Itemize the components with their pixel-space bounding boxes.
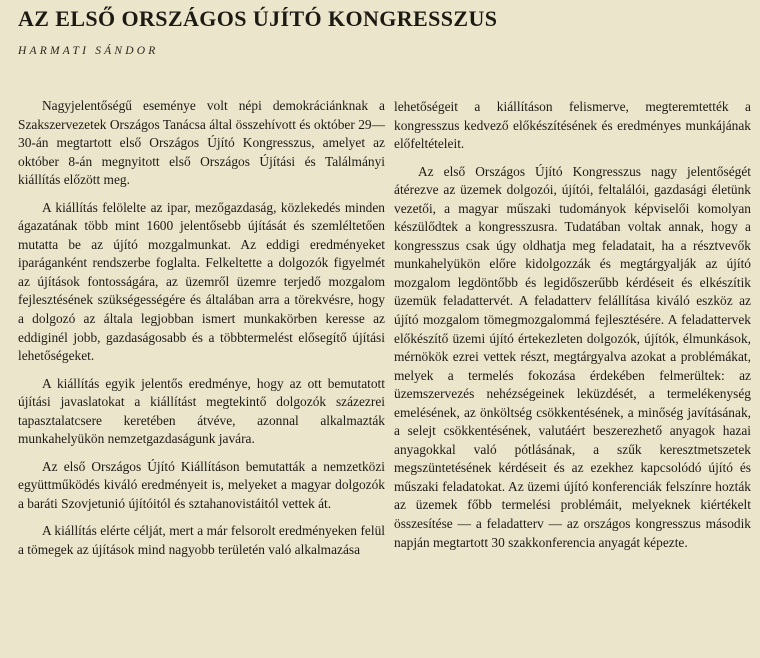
left-text-column (18, 97, 385, 560)
paragraph: Nagyjelentőségű eseménye volt népi demokráciánknak a Szakszervezetek Országos Tanácsa által összehívott és október 29—30-án megtartott első Országos Újító Kongresszus, amelyet az október 8-án megnyitott első Országos Újítási és Találmányi kiállítás előzött meg. (18, 98, 385, 188)
paragraph: A kiállítás egyik jelentős eredménye, hogy az ott bemutatott újítási javaslatokat a kiállítást megtekintő dolgozók százezrei tapasztalatcsere keretében átvéve, azonnal alkalmazták munkahelyükön nemzetgazdaságunk javára. (18, 375, 385, 447)
paragraph: A kiállítás felölelte az ipar, mezőgazdaság, közlekedés minden ágazatának több mint 1600 jelentősebb újítását és szemléltetően mutatta be az újító mozgalmunkat. Az eddigi eredményeket iparáganként rendszerbe foglalta. Felkeltette a dolgozók figyelmét az újítások fontosságára, az üzemről üzemre terjedő mozgalom fejlesztésének szükségességére és általában arra a törekvésre, hogy a dolgozó az általa legjobban ismert munkakörben keresse az eddiginél jobb, gazdaságosabb és a többtermelést elősegítő újítási lehetőségeket. (18, 199, 385, 364)
right-text-column (394, 98, 751, 552)
article-title: AZ ELSŐ ORSZÁGOS ÚJÍTÓ KONGRESSZUS (18, 6, 498, 31)
paragraph: A kiállítás elérte célját, mert a már felsorolt eredményeken felül a tömegek az újítások mind nagyobb területén való alkalmazása (18, 523, 385, 558)
article-author: HARMATI SÁNDOR (18, 45, 159, 57)
paragraph-continued: lehetőségeit a kiállításon felismerve, megteremtették a kongresszus kedvező előkészítésének és eredményes munkájának előfeltételeit. (394, 99, 751, 152)
paragraph: Az első Országos Újító Kongresszus nagy jelentőségét átérezve az üzemek dolgozói, újítói, feltalálói, gazdasági életünk vezetői, a magyar műszaki tudományok képviselői komolyan készülődtek a kongresszusra. Tudatában voltak annak, hogy a kongresszus csak úgy oldhatja meg feladatait, ha a résztvevők munkahelyükön előre kidolgozzák és megtárgyalják az újító mozgalom legdöntőbb és legidőszerűbb kérdéseit és elkészítik üzemük feladattervét. A feladatterv felállítása kiváló eszköz az újító mozgalom tömegmozgalommá fejlesztésére. A feladattervek előkészítő üzemi újító értekezleten dolgozók, újítók, élmunkások, mérnökök ezrei vettek részt, megtárgyalva azokat a problémákat, melyek a termelés fokozása érdekében felmerültek: az üzemszervezés nehézségeinek leküzdését, a termelékenység emelésének, az önköltség csökkentésének, a minőség javításának, a selejt csökkentésének, valutáért beszerezhető anyagok hazai anyagokkal való pótlásának, a szűk keresztmetszetek megszüntetésének kérdéseit és az ezekhez kapcsolódó újító és műszaki feladatokat. Az üzemi újító konferenciák felszínre hozták az üzemek főbb termelési problémáit, melyeknek kiértékelt összesítése — a feladatterv — az országos kongresszus második napján megtartott 30 szakkonferencia anyagát képezte. (394, 163, 751, 550)
paragraph: Az első Országos Újító Kiállításon bemutatták a nemzetközi együttműködés kiváló eredményeit is, melyeket a magyar dolgozók a baráti Szovjetunió újítóitól és sztahanovistáitól vettek át. (18, 458, 385, 511)
